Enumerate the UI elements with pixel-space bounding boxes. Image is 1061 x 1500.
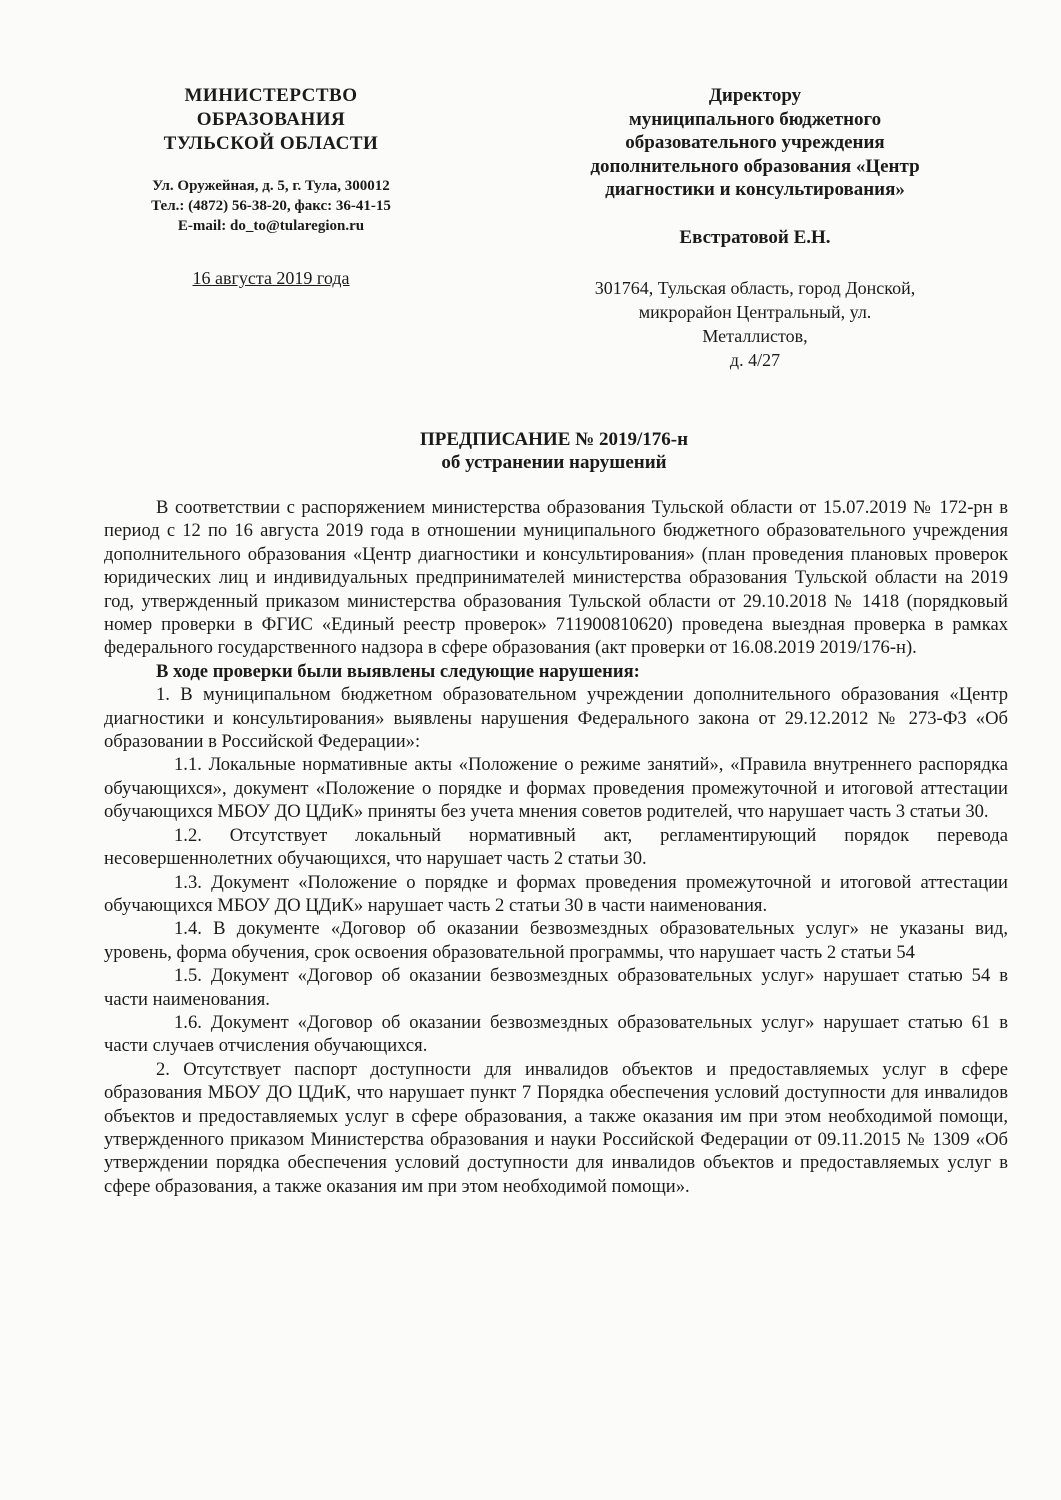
recipient-address-line: 301764, Тульская область, город Донской,	[594, 277, 916, 298]
sender-block	[110, 84, 432, 289]
recipient-line: дополнительного образования «Центр	[590, 155, 920, 177]
document-date: 16 августа 2019 года	[192, 268, 350, 288]
violation-item: 1. В муниципальном бюджетном образовательном учреждении дополнительного образования «Центр диагностики и консультирования» выявлены нарушения Федерального закона от 29.12.2012 № 273-ФЗ «Об образовании в Российской Федерации»:	[104, 684, 1008, 753]
violation-item: 1.3. Документ «Положение о порядке и формах проведения промежуточной и итоговой аттестации обучающихся МБОУ ДО ЦДиК» нарушает часть 2 статьи 30 в части наименования.	[104, 871, 1008, 916]
recipient-line: образовательного учреждения	[625, 132, 885, 153]
violation-item: 1.6. Документ «Договор об оказании безвозмездных образовательных услуг» нарушает статью 61 в части случаев отчисления обучающихся.	[104, 1011, 1008, 1057]
violation-item: 1.5. Документ «Договор об оказании безвозмездных образовательных услуг» нарушает статью 54 в части наименования.	[104, 965, 1008, 1010]
ministry-name-line: ОБРАЗОВАНИЯ	[196, 109, 346, 130]
violations-list	[104, 683, 1008, 1198]
ministry-name-line: ТУЛЬСКОЙ ОБЛАСТИ	[163, 133, 379, 154]
document-title	[100, 428, 1008, 474]
recipient-address-line: Металлистов,	[702, 325, 808, 346]
violation-item: 1.1. Локальные нормативные акты «Положение о режиме занятий», «Правила внутреннего распорядка обучающихся», документ «Положение о порядке и формах проведения промежуточной и итоговой аттестации обучающихся МБОУ ДО ЦДиК» приняты без учета мнения советов родителей, что нарушает часть 3 статьи 30.	[104, 754, 1008, 823]
recipient-block	[520, 84, 990, 372]
ministry-contacts	[110, 176, 432, 236]
recipient-address-line: д. 4/27	[729, 349, 781, 370]
recipient-address	[520, 276, 990, 372]
intro-paragraph: В соответствии с распоряжением министерства образования Тульской области от 15.07.2019 № 172-рн в период с 12 по 16 августа 2019 года в отношении муниципального бюджетного образовательного учреждения дополнительного образования «Центр диагностики и консультирования» (план проведения плановых проверок юридических лиц и индивидуальных предпринимателей министерства образования Тульской области на 2019 год, утвержденный приказом министерства образования Тульской области от 29.10.2018 № 1418 (порядковый номер проверки в ФГИС «Единый реестр проверок» 711900810620) проведена выездная проверка в рамках федерального государственного надзора в сфере образования (акт проверки от 16.08.2019 2019/176-н).	[104, 497, 1008, 659]
ministry-email: E-mail: do_to@tularegion.ru	[177, 218, 365, 234]
violation-item: 2. Отсутствует паспорт доступности для инвалидов объектов и предоставляемых услуг в сфере образования МБОУ ДО ЦДиК, что нарушает пункт 7 Порядка обеспечения условий доступности для инвалидов объектов и предоставляемых услуг в сфере образования, а также оказания им при этом необходимой помощи, утвержденного приказом Министерства образования и науки Российской Федерации от 09.11.2015 № 1309 «Об утверждении порядка обеспечения условий доступности для инвалидов объектов и предоставляемых услуг в сфере образования, а также оказания им при этом необходимой помощи».	[104, 1058, 1008, 1197]
violation-item: 1.4. В документе «Договор об оказании безвозмездных образовательных услуг» не указаны вид, уровень, форма обучения, срок освоения образовательной программы, что нарушает часть 2 статьи 54	[104, 918, 1008, 963]
document-title-number: ПРЕДПИСАНИЕ № 2019/176-н	[419, 429, 689, 450]
recipient-line: муниципального бюджетного	[628, 108, 882, 130]
document-title-subject: об устранении нарушений	[441, 452, 667, 473]
ministry-name-line: МИНИСТЕРСТВО	[184, 85, 358, 106]
violation-item: 1.2. Отсутствует локальный нормативный акт, регламентирующий порядок перевода несовершеннолетних обучающихся, что нарушает часть 2 статьи 30.	[104, 824, 1008, 870]
recipient-name: Евстратовой Е.Н.	[679, 226, 831, 248]
ministry-address: Ул. Оружейная, д. 5, г. Тула, 300012	[152, 178, 390, 194]
recipient-address-line: микрорайон Центральный, ул.	[638, 301, 872, 322]
ministry-name	[110, 84, 432, 156]
ministry-phone: Тел.: (4872) 56-38-20, факс: 36-41-15	[151, 198, 391, 214]
document-body	[104, 496, 1008, 1198]
recipient-line: Директору	[708, 85, 802, 106]
recipient-line: диагностики и консультирования»	[605, 179, 905, 200]
violations-heading: В ходе проверки были выявлены следующие нарушения:	[156, 660, 640, 682]
recipient-position	[520, 84, 990, 202]
